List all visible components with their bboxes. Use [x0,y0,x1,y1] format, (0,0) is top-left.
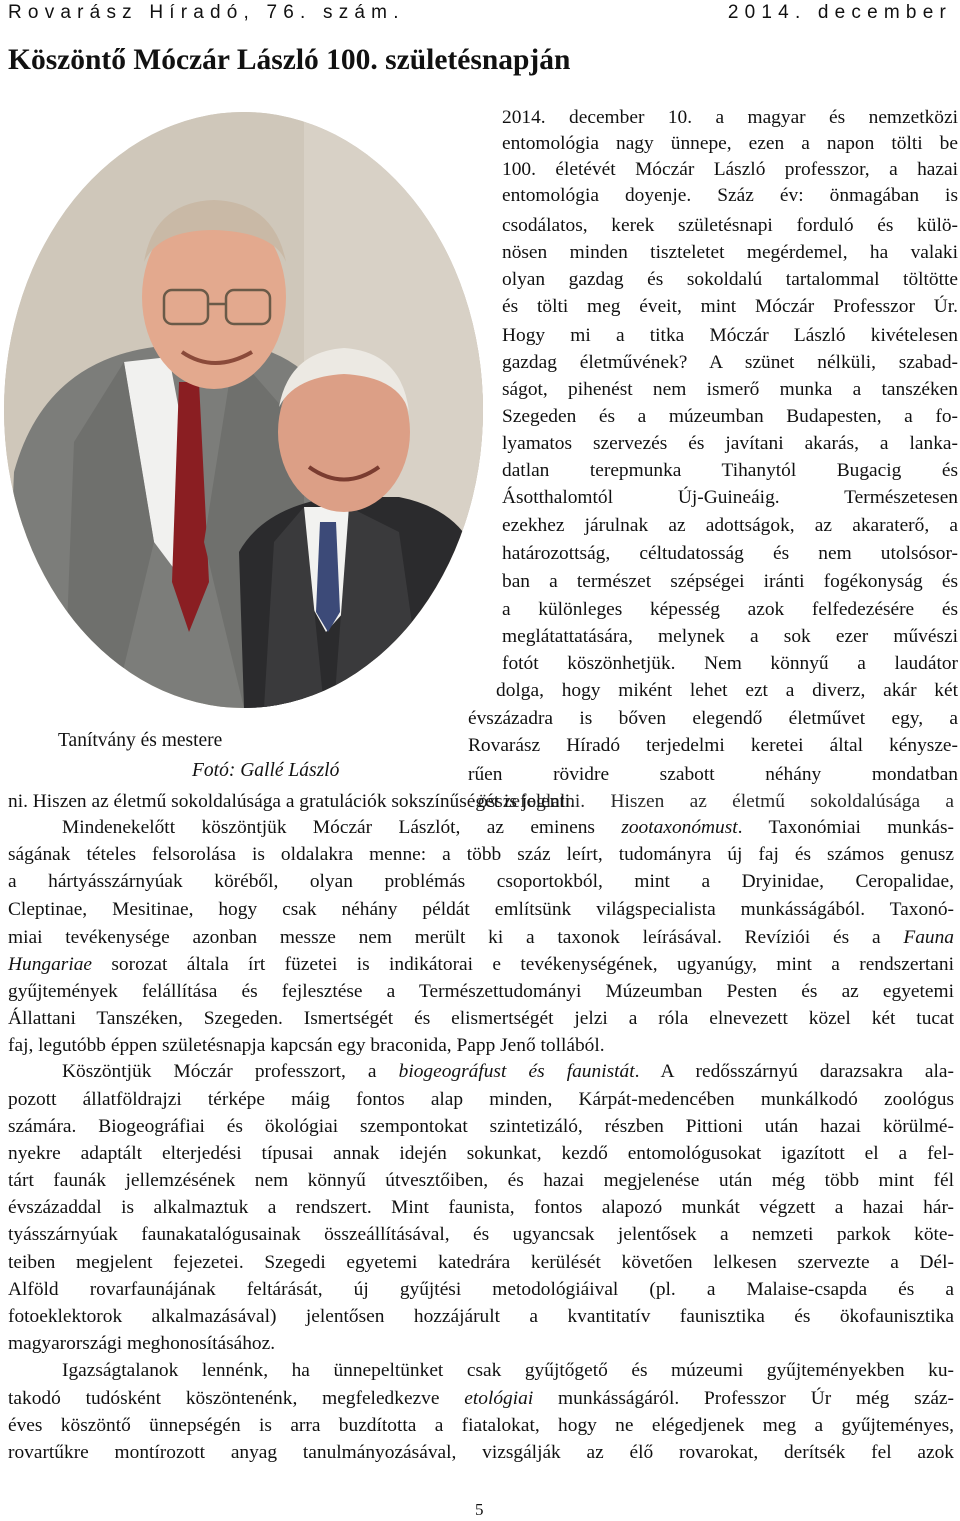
text-line: határozottság, céltudatosság és nem utolsósor- [502,543,958,564]
text-line: a hártyásszárnyúak köréből, olyan problémás csoportokból, mint a Dryinidae, Ceropalidae, [8,871,954,892]
text-line: Szegeden és a múzeumban Budapesten, a fo- [502,406,958,427]
text-line-overlap-fragment: összefoglalni. Hiszen az életmű sokoldalúsága a [478,791,954,812]
photo-credit: Fotó: Gallé László [192,760,340,781]
text-line: ban a természet szépségei iránti fogékonyság és [502,571,958,592]
text-line: Ásotthalomtól Új-Guineáig. Természetesen [502,487,958,508]
text-line: Hogy mi a titka Móczár László kivételesen [502,325,958,346]
text-line: entomológia doyenje. Száz év: önmagában is [502,185,958,206]
text-line: meglátattatására, melynek a sok ezer művészi [502,626,958,647]
issue-date: 2014. december [727,2,952,23]
text-line: magyarországi meghonosításához. [8,1333,276,1354]
text-line: tyásszárnyúak faunakatalógusainak összeállításával, és ugyancsak jelentősek a nemzeti parkok köte- [8,1224,954,1245]
photo-illustration [4,112,483,708]
portrait-photo [4,112,483,708]
text-line: fotót köszönhetjük. Nem könnyű a laudátor [502,653,958,674]
text-line: teiben megjelent fejezetei. Szegedi egyetemi katedrára kerülését követően lelkesen szervezte a Dél- [8,1252,954,1273]
text-line: 2014. december 10. a magyar és nemzetközi [502,107,958,128]
text-line: miai tevékenysége azonban messze nem merült ki a taxonok leírásával. Revíziói és a Fauna [8,927,954,948]
running-header [8,2,952,28]
text-line: datlan terepmunka Tihanytól Bugacig és [502,460,958,481]
text-line: tárt faunák jellemzésének nem könnyű útvesztőiben, és hazai megjelenése után még több mint fél [8,1170,954,1191]
text-line: ságot, pihenést nem ismerő munka a tanszéken [502,379,958,400]
text-line: Állattani Tanszéken, Szegeden. Ismertségét és elismertségét jelzi a róla elnevezett közel két tucat [8,1008,954,1029]
text-line: nösen minden tiszteletet megérdemel, ha valaki [502,242,958,263]
text-line: Mindenekelőtt köszöntjük Móczár Lászlót, az eminens zootaxonómust. Taxonómiai munkás- [62,817,955,838]
text-line: csodálatos, kerek születésnapi forduló és külö- [502,215,958,236]
text-line: a különleges képesség azok felfedezésére és [502,599,958,620]
text-line: éves köszöntő ünnepségén is arra buzdította a fiatalokat, hogy ne elégedjenek meg a gyűjteményes, [8,1415,954,1436]
text-line: nyekre adaptált elterjedési típusai annak idején sokunkat, kezdő entomológusokat igazított el a fel- [8,1143,954,1164]
text-line: Hungariae sorozat általa írt füzetei is indikátorai e tevékenységének, ugyanúgy, mint a rendszertani [8,954,954,975]
text-line: takodó tudósként köszöntenénk, megfeledkezve etológiai munkásságáról. Professzor Úr még száz- [8,1388,955,1409]
text-line: ságának tételes felsorolása is oldalakra menne: a több száz leírt, tudományra új faj és számos genusz [8,844,954,865]
text-line: pozott állatföldrajzi térképe máig fontos alap minden, Kárpát-medencében munkálkodó zoológus [8,1089,954,1110]
text-line: rűen rövidre szabott néhány mondatban [468,764,958,785]
text-line: számára. Biogeográfiai és ökológiai szempontokat szintetizáló, részben Pittioni után hazai körülmé- [8,1116,954,1137]
text-line: 100. életévét Móczár László professzor, a hazai [502,159,958,180]
text-line: évszázadra is bőven elegendő életművet egy, a [468,708,958,729]
text-line: Igazságtalanok lennénk, ha ünnepeltünket csak gyűjtőgető és múzeumi gyűjteményekben ku- [62,1360,954,1381]
text-line-overlap: ni. Hiszen az életmű sokoldalúsága a gratulációk sokszínűségét is jelenti. [8,791,576,812]
text-line: lyamatos szervezés és javítani akarás, a lanka- [502,433,958,454]
publication-name: Rovarász Híradó, 76. szám. [8,2,405,23]
text-line: rovartűkre montírozott anyag tanulmányozásával, vizsgálják az élő rovarokat, derítsék fel azok [8,1442,954,1463]
text-line: Rovarász Híradó terjedelmi keretei által kénysze- [468,735,958,756]
text-line: olyan gazdag és sokoldalú tartalommal töltötte [502,269,958,290]
page-number: 5 [475,1500,484,1519]
text-line: és tölti meg éveit, mint Móczár Professzor Úr. [502,296,958,317]
text-line: gyűjtemények felállítása és fejlesztése a Természettudományi Múzeumban Pesten és az egyetemi [8,981,954,1002]
text-line: fotoeklektorok alkalmazásával) jelentősen hozzájárult a kvantitatív faunisztika és ökofaunisztika [8,1306,954,1327]
text-line: Alföld rovarfaunájának feltárását, új gyűjtési metodológiáival (pl. a Malaise-csapda és a [8,1279,954,1300]
text-line: entomológia nagy ünnepe, ezen a napon tölti be [502,133,958,154]
text-line: Köszöntjük Móczár professzort, a biogeográfust és faunistát. A redősszárnyú darazsakra ala- [62,1061,954,1082]
text-line: évszázaddal is alkalmaztuk a rendszert. Mint faunista, fontos alapozó munkát végzett a hazai hár- [8,1197,954,1218]
text-line: gazdag életművének? A szünet nélküli, szabad- [502,352,958,373]
article-title: Köszöntő Móczár László 100. születésnapján [8,44,571,76]
text-line: dolga, hogy miként lehet ezt a diverz, akár két [496,680,958,701]
photo-caption: Tanítvány és mestere [58,730,223,751]
text-line: ezekhez járulnak az adottságok, az akaraterő, a [502,515,958,536]
text-line: Cleptinae, Mesitinae, hogy csak néhány példát említsünk világspecialista munkásságából. Taxonó- [8,899,954,920]
text-line: faj, legutóbb éppen születésnapja kapcsán egy braconida, Papp Jenő tollából. [8,1035,605,1056]
